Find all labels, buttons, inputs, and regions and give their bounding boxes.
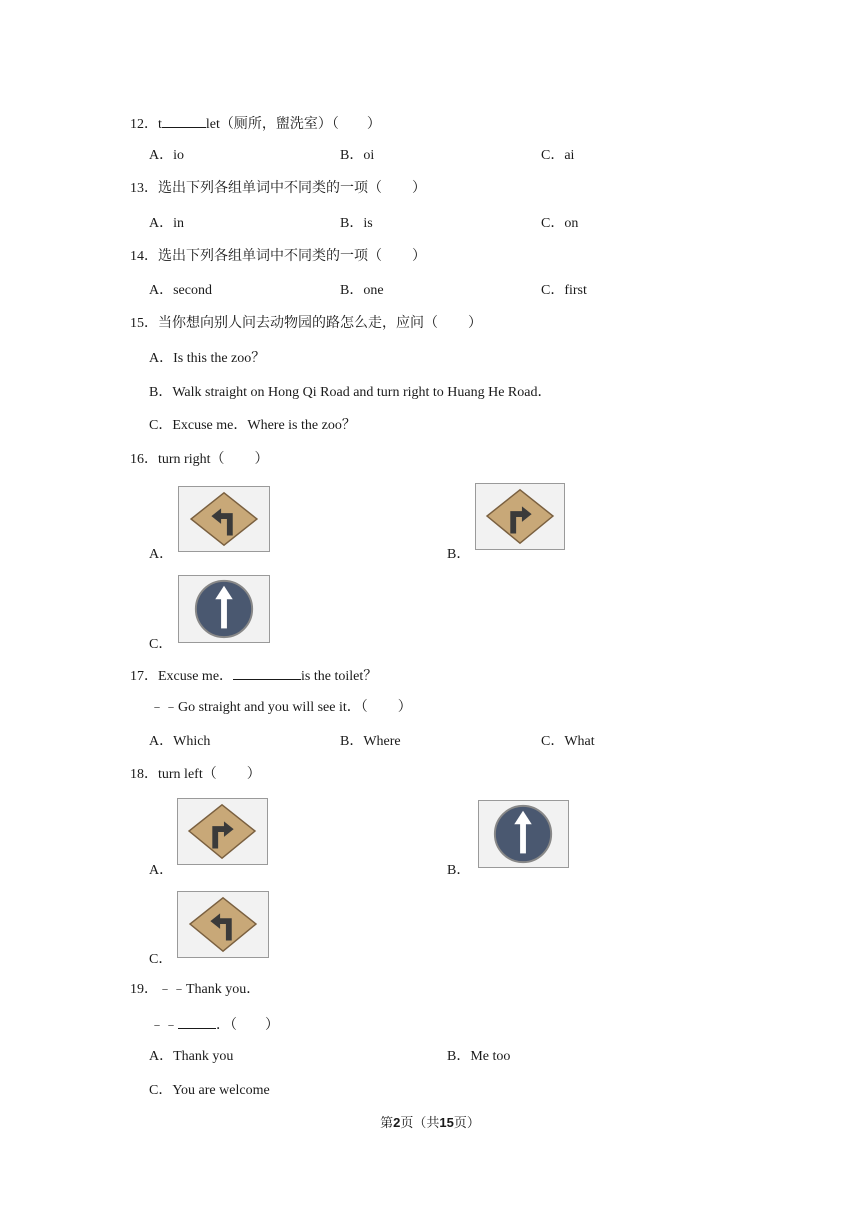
option-b: B． [447, 863, 471, 878]
option-c: C．first [541, 283, 587, 298]
option-c: C． [149, 637, 173, 652]
option-b: B．oi [340, 148, 375, 163]
turn-right-sign [475, 483, 565, 550]
go-straight-icon [479, 801, 568, 867]
turn-right-icon [476, 484, 564, 549]
go-straight-sign [178, 575, 270, 643]
option-a: A． [149, 863, 174, 878]
page-total: 15 [439, 1115, 454, 1130]
turn-left-sign [178, 486, 270, 552]
option-b: B．Walk straight on Hong Qi Road and turn right to Huang He Road． [149, 385, 552, 400]
option-c: C．ai [541, 148, 575, 163]
question-13: 13．选出下列各组单词中不同类的一项（ ） [130, 181, 426, 196]
option-a: A．io [149, 148, 184, 163]
go-straight-sign [478, 800, 569, 868]
option-a: A．second [149, 283, 212, 298]
option-b: B．Where [340, 734, 401, 749]
option-c: C．on [541, 216, 579, 231]
question-19-line2: ﹣﹣ ．（ ） [150, 1014, 279, 1035]
option-a: A．Which [149, 734, 211, 749]
option-b: B．is [340, 216, 373, 231]
question-17: 17．Excuse me． is the toilet？ [130, 665, 377, 686]
option-c: C．What [541, 734, 595, 749]
option-c: C．Excuse me．Where is the zoo？ [149, 418, 356, 433]
turn-left-icon [178, 892, 268, 957]
answer-blank [178, 1014, 216, 1029]
option-a: A．in [149, 216, 184, 231]
option-a: A．Thank you [149, 1049, 234, 1064]
question-15: 15．当你想向别人问去动物园的路怎么走，应问（ ） [130, 316, 482, 331]
page-number: 2 [393, 1115, 401, 1130]
go-straight-icon [179, 576, 269, 642]
option-a: A．Is this the zoo？ [149, 351, 266, 366]
turn-right-icon [178, 799, 267, 864]
question-12: 12．t let（厕所，盥洗室）（ ） [130, 113, 381, 134]
turn-right-sign [177, 798, 268, 865]
question-14: 14．选出下列各组单词中不同类的一项（ ） [130, 249, 426, 264]
answer-blank [162, 113, 206, 128]
turn-left-sign [177, 891, 269, 958]
question-18: 18．turn left（ ） [130, 767, 261, 782]
option-a: A． [149, 547, 174, 562]
option-c: C． [149, 952, 173, 967]
answer-blank [233, 665, 301, 680]
option-b: B． [447, 547, 471, 562]
question-17-line2: ﹣﹣Go straight and you will see it．（ ） [150, 700, 412, 715]
option-b: B．one [340, 283, 384, 298]
question-19: 19．﹣﹣Thank you． [130, 982, 261, 997]
option-c: C．You are welcome [149, 1083, 270, 1098]
question-16: 16．turn right（ ） [130, 452, 269, 467]
option-b: B．Me too [447, 1049, 511, 1064]
page-footer: 第2页（共15页） [380, 1115, 480, 1130]
turn-left-icon [179, 487, 269, 551]
